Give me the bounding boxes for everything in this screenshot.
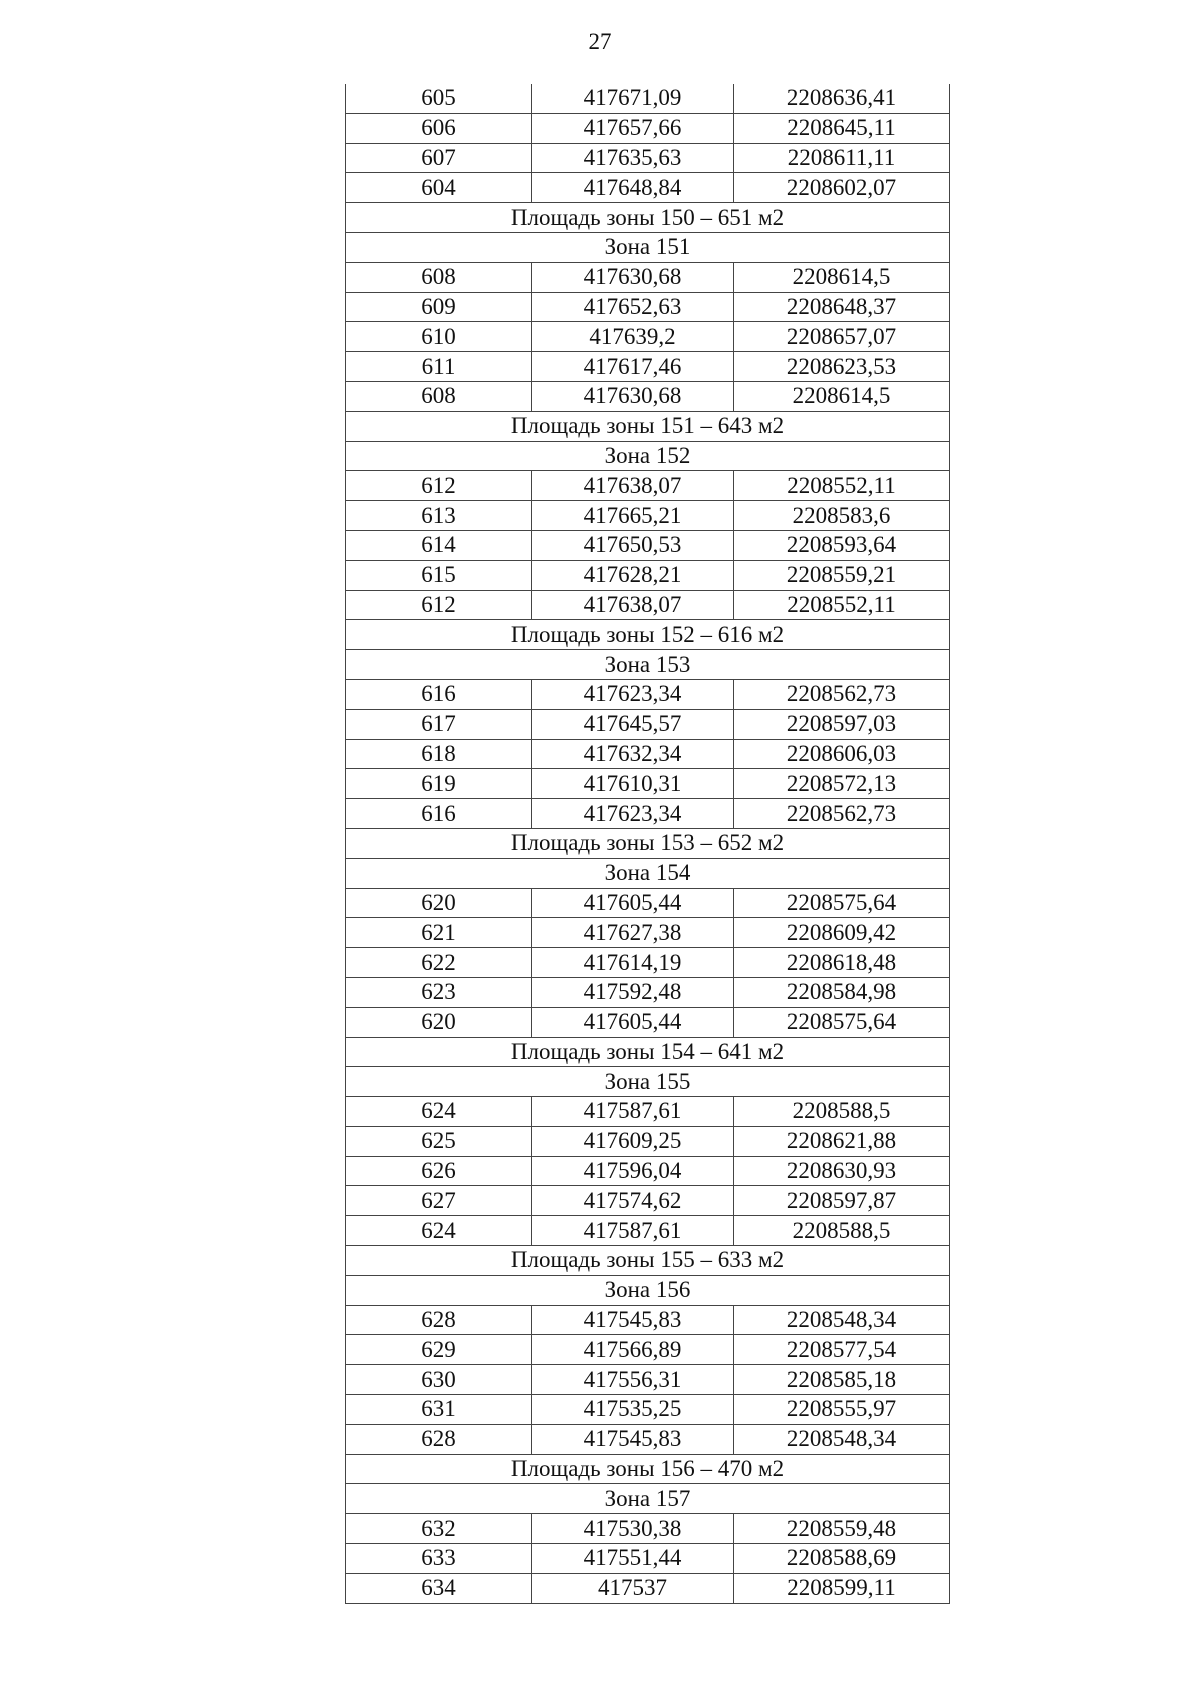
x-coordinate-cell: 417627,38 (532, 918, 734, 948)
point-row (346, 560, 950, 590)
point-row (346, 1573, 950, 1603)
point-number-cell: 615 (346, 560, 532, 590)
point-number-cell: 628 (346, 1424, 532, 1454)
zone-area-row (346, 411, 950, 441)
zone-title-cell: Зона 153 (346, 650, 950, 680)
x-coordinate-cell: 417657,66 (532, 113, 734, 143)
point-number-cell: 609 (346, 292, 532, 322)
zone-header-row (346, 1275, 950, 1305)
point-row (346, 84, 950, 113)
point-row (346, 1007, 950, 1037)
x-coordinate-cell: 417605,44 (532, 1007, 734, 1037)
point-row (346, 590, 950, 620)
point-number-cell: 630 (346, 1365, 532, 1395)
point-row (346, 679, 950, 709)
y-coordinate-cell: 2208552,11 (734, 471, 950, 501)
y-coordinate-cell: 2208562,73 (734, 679, 950, 709)
y-coordinate-cell: 2208597,03 (734, 709, 950, 739)
point-number-cell: 605 (346, 84, 532, 113)
x-coordinate-cell: 417545,83 (532, 1424, 734, 1454)
zone-area-row (346, 1246, 950, 1276)
y-coordinate-cell: 2208609,42 (734, 918, 950, 948)
zone-area-cell: Площадь зоны 150 – 651 м2 (346, 203, 950, 233)
y-coordinate-cell: 2208548,34 (734, 1305, 950, 1335)
point-number-cell: 611 (346, 352, 532, 382)
point-number-cell: 626 (346, 1156, 532, 1186)
y-coordinate-cell: 2208572,13 (734, 769, 950, 799)
x-coordinate-cell: 417645,57 (532, 709, 734, 739)
y-coordinate-cell: 2208588,69 (734, 1544, 950, 1574)
y-coordinate-cell: 2208606,03 (734, 739, 950, 769)
y-coordinate-cell: 2208575,64 (734, 888, 950, 918)
point-number-cell: 624 (346, 1097, 532, 1127)
point-row (346, 769, 950, 799)
y-coordinate-cell: 2208623,53 (734, 352, 950, 382)
point-row (346, 1365, 950, 1395)
page-number: 27 (588, 29, 612, 54)
point-row (346, 948, 950, 978)
zone-area-cell: Площадь зоны 153 – 652 м2 (346, 828, 950, 858)
zone-area-cell: Площадь зоны 155 – 633 м2 (346, 1246, 950, 1276)
zone-title-cell: Зона 156 (346, 1275, 950, 1305)
point-row (346, 143, 950, 173)
point-row (346, 1156, 950, 1186)
point-number-cell: 616 (346, 799, 532, 829)
x-coordinate-cell: 417628,21 (532, 560, 734, 590)
x-coordinate-cell: 417556,31 (532, 1365, 734, 1395)
x-coordinate-cell: 417623,34 (532, 679, 734, 709)
point-number-cell: 633 (346, 1544, 532, 1574)
x-coordinate-cell: 417632,34 (532, 739, 734, 769)
y-coordinate-cell: 2208583,6 (734, 501, 950, 531)
y-coordinate-cell: 2208584,98 (734, 977, 950, 1007)
coordinates-table (345, 84, 950, 1604)
x-coordinate-cell: 417638,07 (532, 471, 734, 501)
y-coordinate-cell: 2208614,5 (734, 381, 950, 411)
x-coordinate-cell: 417639,2 (532, 322, 734, 352)
y-coordinate-cell: 2208588,5 (734, 1097, 950, 1127)
point-number-cell: 613 (346, 501, 532, 531)
x-coordinate-cell: 417530,38 (532, 1514, 734, 1544)
point-row (346, 381, 950, 411)
x-coordinate-cell: 417623,34 (532, 799, 734, 829)
y-coordinate-cell: 2208657,07 (734, 322, 950, 352)
zone-title-cell: Зона 157 (346, 1484, 950, 1514)
x-coordinate-cell: 417617,46 (532, 352, 734, 382)
point-row (346, 501, 950, 531)
point-number-cell: 612 (346, 471, 532, 501)
x-coordinate-cell: 417609,25 (532, 1126, 734, 1156)
y-coordinate-cell: 2208645,11 (734, 113, 950, 143)
point-number-cell: 620 (346, 1007, 532, 1037)
coordinates-table-body (346, 84, 950, 1603)
point-row (346, 1514, 950, 1544)
y-coordinate-cell: 2208555,97 (734, 1395, 950, 1425)
point-row (346, 1424, 950, 1454)
y-coordinate-cell: 2208599,11 (734, 1573, 950, 1603)
zone-area-row (346, 1454, 950, 1484)
point-number-cell: 619 (346, 769, 532, 799)
zone-title-cell: Зона 152 (346, 441, 950, 471)
point-number-cell: 628 (346, 1305, 532, 1335)
point-number-cell: 627 (346, 1186, 532, 1216)
point-row (346, 888, 950, 918)
point-number-cell: 631 (346, 1395, 532, 1425)
zone-header-row (346, 1484, 950, 1514)
y-coordinate-cell: 2208593,64 (734, 530, 950, 560)
y-coordinate-cell: 2208577,54 (734, 1335, 950, 1365)
y-coordinate-cell: 2208597,87 (734, 1186, 950, 1216)
point-number-cell: 632 (346, 1514, 532, 1544)
x-coordinate-cell: 417574,62 (532, 1186, 734, 1216)
zone-area-cell: Площадь зоны 156 – 470 м2 (346, 1454, 950, 1484)
point-number-cell: 623 (346, 977, 532, 1007)
point-row (346, 173, 950, 203)
point-row (346, 799, 950, 829)
point-row (346, 322, 950, 352)
y-coordinate-cell: 2208602,07 (734, 173, 950, 203)
point-number-cell: 607 (346, 143, 532, 173)
x-coordinate-cell: 417605,44 (532, 888, 734, 918)
point-row (346, 1097, 950, 1127)
y-coordinate-cell: 2208648,37 (734, 292, 950, 322)
x-coordinate-cell: 417630,68 (532, 262, 734, 292)
x-coordinate-cell: 417551,44 (532, 1544, 734, 1574)
point-number-cell: 620 (346, 888, 532, 918)
point-row (346, 1126, 950, 1156)
point-row (346, 113, 950, 143)
x-coordinate-cell: 417610,31 (532, 769, 734, 799)
point-number-cell: 608 (346, 262, 532, 292)
point-row (346, 292, 950, 322)
zone-header-row (346, 232, 950, 262)
zone-area-row (346, 828, 950, 858)
x-coordinate-cell: 417665,21 (532, 501, 734, 531)
y-coordinate-cell: 2208614,5 (734, 262, 950, 292)
point-row (346, 1395, 950, 1425)
point-row (346, 530, 950, 560)
point-number-cell: 622 (346, 948, 532, 978)
point-number-cell: 621 (346, 918, 532, 948)
point-number-cell: 612 (346, 590, 532, 620)
y-coordinate-cell: 2208636,41 (734, 84, 950, 113)
x-coordinate-cell: 417638,07 (532, 590, 734, 620)
zone-area-row (346, 620, 950, 650)
point-number-cell: 606 (346, 113, 532, 143)
point-number-cell: 617 (346, 709, 532, 739)
x-coordinate-cell: 417587,61 (532, 1097, 734, 1127)
point-row (346, 739, 950, 769)
point-number-cell: 604 (346, 173, 532, 203)
x-coordinate-cell: 417648,84 (532, 173, 734, 203)
x-coordinate-cell: 417592,48 (532, 977, 734, 1007)
y-coordinate-cell: 2208548,34 (734, 1424, 950, 1454)
zone-area-row (346, 1037, 950, 1067)
zone-title-cell: Зона 151 (346, 232, 950, 262)
point-number-cell: 624 (346, 1216, 532, 1246)
x-coordinate-cell: 417587,61 (532, 1216, 734, 1246)
x-coordinate-cell: 417650,53 (532, 530, 734, 560)
zone-title-cell: Зона 155 (346, 1067, 950, 1097)
point-row (346, 1544, 950, 1574)
y-coordinate-cell: 2208559,48 (734, 1514, 950, 1544)
point-row (346, 471, 950, 501)
y-coordinate-cell: 2208585,18 (734, 1365, 950, 1395)
point-number-cell: 634 (346, 1573, 532, 1603)
zone-header-row (346, 1067, 950, 1097)
point-row (346, 262, 950, 292)
zone-area-cell: Площадь зоны 154 – 641 м2 (346, 1037, 950, 1067)
point-number-cell: 625 (346, 1126, 532, 1156)
zone-area-cell: Площадь зоны 151 – 643 м2 (346, 411, 950, 441)
y-coordinate-cell: 2208575,64 (734, 1007, 950, 1037)
x-coordinate-cell: 417630,68 (532, 381, 734, 411)
point-number-cell: 614 (346, 530, 532, 560)
x-coordinate-cell: 417535,25 (532, 1395, 734, 1425)
point-number-cell: 618 (346, 739, 532, 769)
y-coordinate-cell: 2208621,88 (734, 1126, 950, 1156)
point-row (346, 1186, 950, 1216)
x-coordinate-cell: 417566,89 (532, 1335, 734, 1365)
point-row (346, 352, 950, 382)
zone-header-row (346, 858, 950, 888)
zone-header-row (346, 441, 950, 471)
y-coordinate-cell: 2208559,21 (734, 560, 950, 590)
zone-area-cell: Площадь зоны 152 – 616 м2 (346, 620, 950, 650)
point-row (346, 918, 950, 948)
point-row (346, 1335, 950, 1365)
zone-area-row (346, 203, 950, 233)
point-row (346, 1216, 950, 1246)
y-coordinate-cell: 2208630,93 (734, 1156, 950, 1186)
x-coordinate-cell: 417635,63 (532, 143, 734, 173)
zone-title-cell: Зона 154 (346, 858, 950, 888)
x-coordinate-cell: 417545,83 (532, 1305, 734, 1335)
x-coordinate-cell: 417596,04 (532, 1156, 734, 1186)
x-coordinate-cell: 417537 (532, 1573, 734, 1603)
point-number-cell: 629 (346, 1335, 532, 1365)
y-coordinate-cell: 2208552,11 (734, 590, 950, 620)
point-number-cell: 608 (346, 381, 532, 411)
x-coordinate-cell: 417652,63 (532, 292, 734, 322)
point-number-cell: 610 (346, 322, 532, 352)
x-coordinate-cell: 417614,19 (532, 948, 734, 978)
x-coordinate-cell: 417671,09 (532, 84, 734, 113)
point-row (346, 709, 950, 739)
point-row (346, 977, 950, 1007)
y-coordinate-cell: 2208618,48 (734, 948, 950, 978)
y-coordinate-cell: 2208611,11 (734, 143, 950, 173)
y-coordinate-cell: 2208562,73 (734, 799, 950, 829)
zone-header-row (346, 650, 950, 680)
point-number-cell: 616 (346, 679, 532, 709)
point-row (346, 1305, 950, 1335)
y-coordinate-cell: 2208588,5 (734, 1216, 950, 1246)
